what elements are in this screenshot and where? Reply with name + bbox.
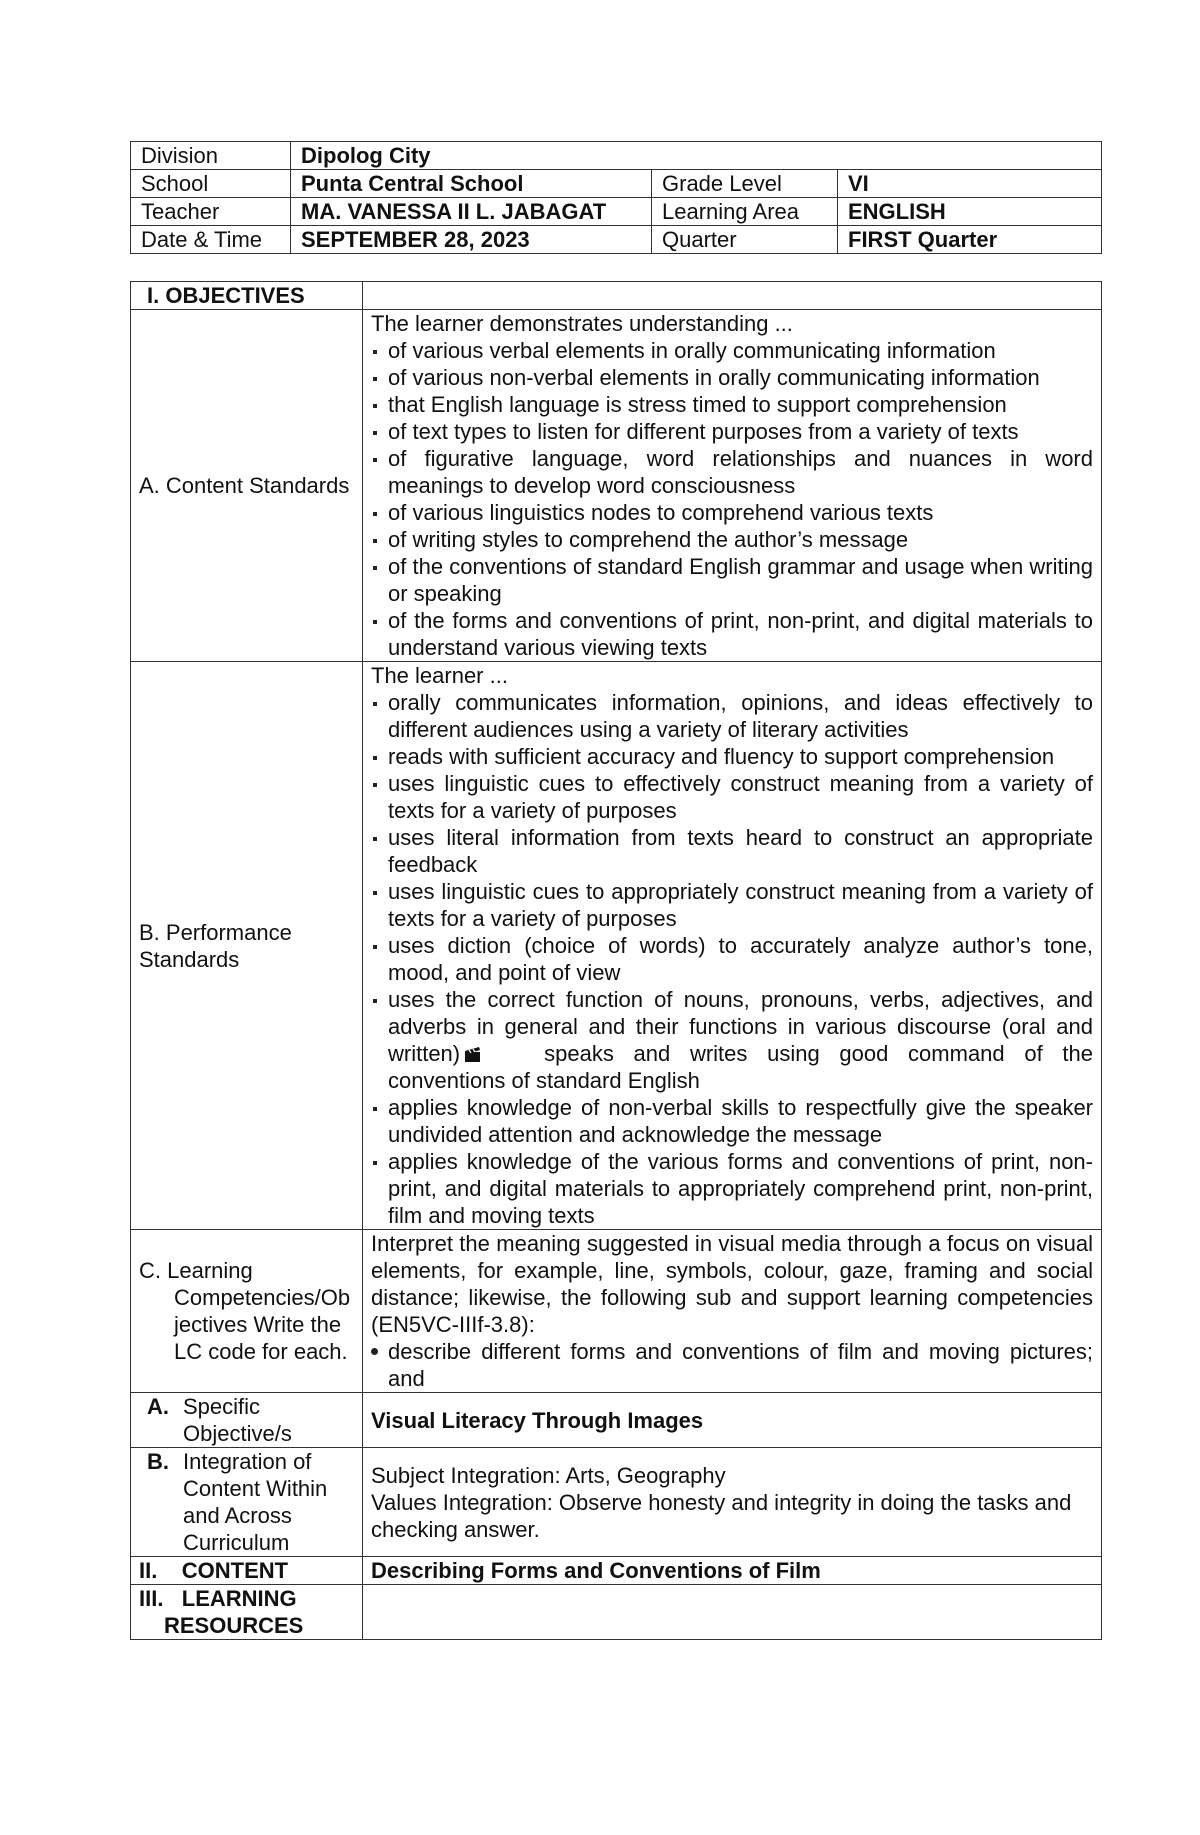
- list-item-text: speaks and writes using good command of the conventions of standard English: [388, 1041, 1093, 1093]
- list-item: [371, 986, 1093, 1094]
- list-item: of various non-verbal elements in orally communicating information: [371, 364, 1093, 391]
- learning-area-value: ENGLISH: [838, 198, 1102, 226]
- date-label: Date & Time: [131, 226, 291, 254]
- division-label: Division: [131, 142, 291, 170]
- lesson-plan-table: [130, 281, 1102, 1640]
- integration-row: [131, 1448, 1102, 1557]
- content-standards-list: [371, 337, 1093, 661]
- clapperboard-icon: [464, 1045, 482, 1063]
- list-item: of figurative language, word relationships and nuances in word meanings to develop word consciousness: [371, 445, 1093, 499]
- date-value: SEPTEMBER 28, 2023: [291, 226, 652, 254]
- list-item: describe different forms and conventions of film and moving pictures; and: [371, 1338, 1093, 1392]
- specific-objectives-row: [131, 1393, 1102, 1448]
- grade-value: VI: [838, 170, 1102, 198]
- list-item: of the conventions of standard English grammar and usage when writing or speaking: [371, 553, 1093, 607]
- integration-cell: [363, 1448, 1102, 1557]
- quarter-value: FIRST Quarter: [838, 226, 1102, 254]
- content-heading: II. CONTENT: [131, 1557, 363, 1585]
- content-row: [131, 1557, 1102, 1585]
- grade-label: Grade Level: [652, 170, 838, 198]
- performance-standards-list: [371, 689, 1093, 1229]
- list-item: orally communicates information, opinions, and ideas effectively to different audiences using a variety of literary activities: [371, 689, 1093, 743]
- learning-resources-heading: III. LEARNING RESOURCES: [131, 1585, 363, 1640]
- subject-integration: Subject Integration: Arts, Geography: [371, 1462, 726, 1488]
- list-item: of various verbal elements in orally communicating information: [371, 337, 1093, 364]
- objectives-heading: I. OBJECTIVES: [131, 282, 363, 310]
- teacher-label: Teacher: [131, 198, 291, 226]
- learning-resources-row: [131, 1585, 1102, 1640]
- list-item: of writing styles to comprehend the author’s message: [371, 526, 1093, 553]
- list-item: uses linguistic cues to effectively construct meaning from a variety of texts for a variety of purposes: [371, 770, 1093, 824]
- list-item: of various linguistics nodes to comprehend various texts: [371, 499, 1093, 526]
- list-item: of the forms and conventions of print, non-print, and digital materials to understand various viewing texts: [371, 607, 1093, 661]
- content-value: Describing Forms and Conventions of Film: [363, 1557, 1102, 1585]
- performance-standards-intro: The learner ...: [371, 663, 508, 688]
- school-value: Punta Central School: [291, 170, 652, 198]
- objectives-row: [131, 282, 1102, 310]
- list-item: applies knowledge of the various forms and conventions of print, non-print, and digital materials to appropriately comprehend print, non-print, film and moving texts: [371, 1148, 1093, 1229]
- division-value: Dipolog City: [291, 142, 1102, 170]
- learning-competencies-cell: [363, 1230, 1102, 1393]
- values-integration: Values Integration: Observe honesty and integrity in doing the tasks and checking answer.: [371, 1489, 1072, 1542]
- teacher-row: [131, 198, 1102, 226]
- performance-standards-label: B. Performance Standards: [131, 662, 363, 1230]
- list-item: reads with sufficient accuracy and fluency to support comprehension: [371, 743, 1093, 770]
- learning-competencies-list: [371, 1338, 1093, 1392]
- performance-standards-cell: [363, 662, 1102, 1230]
- school-row: [131, 170, 1102, 198]
- integration-label: B. Integration of Content Within and Across Curriculum: [131, 1448, 363, 1557]
- content-standards-intro: The learner demonstrates understanding ...: [371, 311, 793, 336]
- list-item: that English language is stress timed to support comprehension: [371, 391, 1093, 418]
- list-item: uses linguistic cues to appropriately construct meaning from a variety of texts for a variety of purposes: [371, 878, 1093, 932]
- quarter-label: Quarter: [652, 226, 838, 254]
- header-info-table: [130, 141, 1102, 254]
- specific-objectives-value: Visual Literacy Through Images: [363, 1393, 1102, 1448]
- learning-area-label: Learning Area: [652, 198, 838, 226]
- list-item: uses diction (choice of words) to accurately analyze author’s tone, mood, and point of view: [371, 932, 1093, 986]
- learning-competencies-text: Interpret the meaning suggested in visual media through a focus on visual elements, for example, line, symbols, colour, gaze, framing and social distance; likewise, the following sub and support learning competencies (EN5VC-IIIf-3.8):: [371, 1231, 1093, 1337]
- date-row: [131, 226, 1102, 254]
- content-standards-row: [131, 310, 1102, 662]
- division-row: [131, 142, 1102, 170]
- teacher-value: MA. VANESSA II L. JABAGAT: [291, 198, 652, 226]
- list-item: of text types to listen for different purposes from a variety of texts: [371, 418, 1093, 445]
- list-item: applies knowledge of non-verbal skills to respectfully give the speaker undivided attention and acknowledge the message: [371, 1094, 1093, 1148]
- content-standards-cell: [363, 310, 1102, 662]
- performance-standards-row: [131, 662, 1102, 1230]
- learning-competencies-label: C. Learning Competencies/Objectives Write the LC code for each.: [131, 1230, 363, 1393]
- list-item: uses literal information from texts heard to construct an appropriate feedback: [371, 824, 1093, 878]
- learning-competencies-row: [131, 1230, 1102, 1393]
- list-item-text: uses the correct function of nouns, pronouns, verbs, adjectives, and adverbs in general and their functions in various discourse (oral and written): [388, 987, 1093, 1066]
- specific-objectives-label: A. Specific Objective/s: [131, 1393, 363, 1448]
- content-standards-label: A. Content Standards: [131, 310, 363, 662]
- school-label: School: [131, 170, 291, 198]
